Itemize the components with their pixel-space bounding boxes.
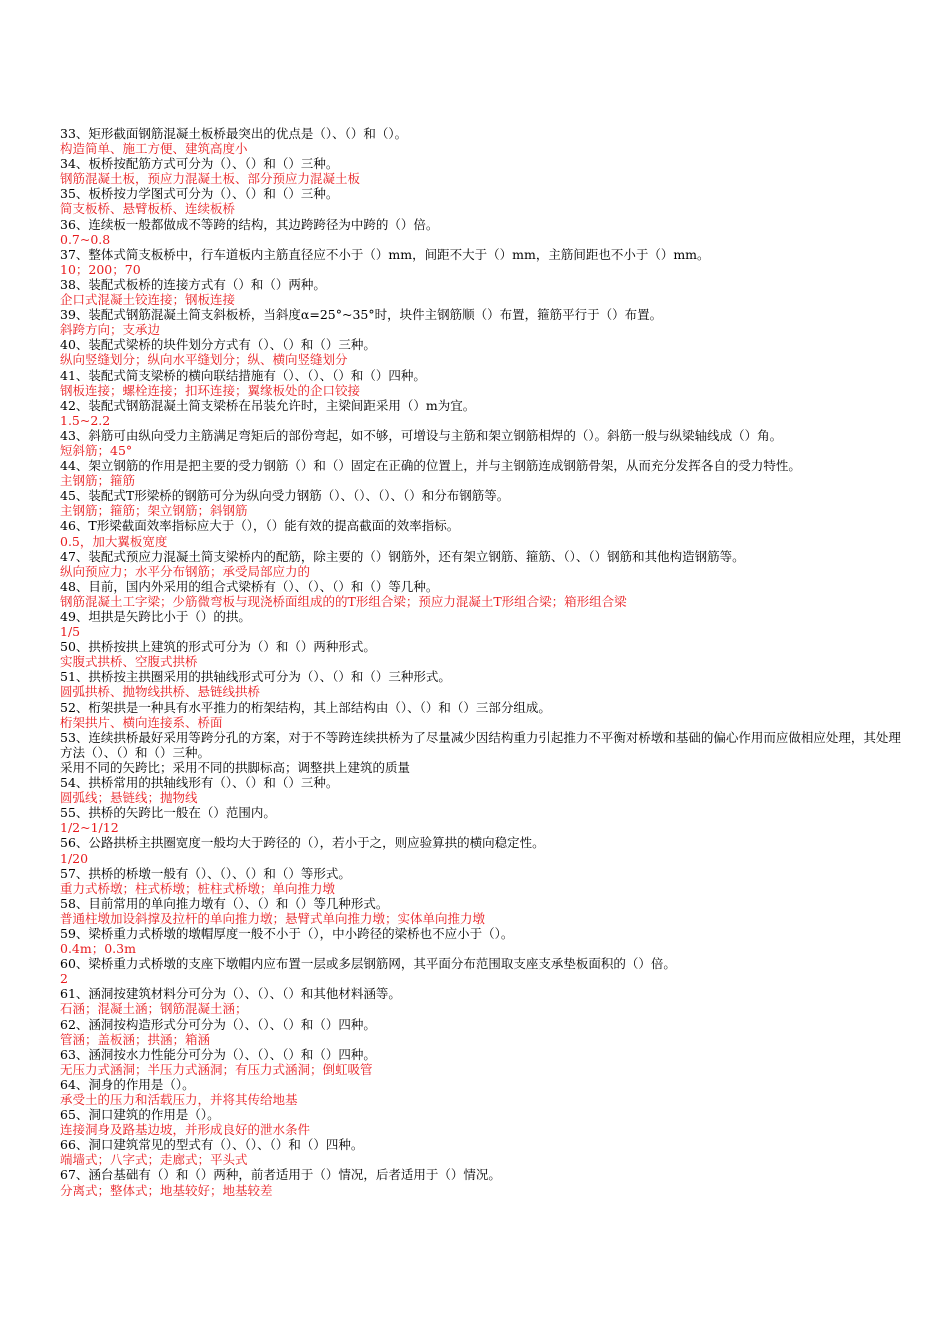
answer-text: 圆弧线；悬链线；抛物线 <box>60 790 198 806</box>
question-text: 38、装配式板桥的连接方式有（）和（）两种。 <box>60 276 326 292</box>
answer-text: 钢筋混凝土工字梁；少筋微弯板与现浇桥面组成的的T形组合梁；预应力混凝土T形组合梁；箱形组合梁 <box>60 593 627 609</box>
answer-text: 采用不同的矢跨比；采用不同的拱脚标高；调整拱上建筑的质量 <box>60 759 411 775</box>
question-text: 66、洞口建筑常见的型式有（）、（）、（）和（）四种。 <box>60 1137 364 1153</box>
answer-text: 无压力式涵洞；半压力式涵洞；有压力式涵洞；倒虹吸管 <box>60 1061 373 1077</box>
answer-text: 分离式；整体式；地基较好；地基较差 <box>60 1182 273 1198</box>
question-text: 52、桁架拱是一种具有水平推力的桁架结构，其上部结构由（）、（）和（）三部分组成。 <box>60 699 551 715</box>
answer-text: 主钢筋；箍筋 <box>60 473 136 489</box>
question-text: 43、斜筋可由纵向受力主筋满足弯矩后的部份弯起，如不够，可增设与主筋和架立钢筋相焊的（）。斜筋一般与纵梁轴线成（）角。 <box>60 427 783 443</box>
answer-text: 1/2~1/12 <box>60 820 119 836</box>
question-text: 50、拱桥按拱上建筑的形式可分为（）和（）两种形式。 <box>60 639 376 655</box>
question-text: 34、板桥按配筋方式可分为（）、（）和（）三种。 <box>60 156 339 172</box>
answer-text: 纵向竖缝划分；纵向水平缝划分；纵、横向竖缝划分 <box>60 352 348 368</box>
answer-text: 1.5~2.2 <box>60 412 111 428</box>
answer-text: 承受土的压力和活载压力，并将其传给地基 <box>60 1092 298 1107</box>
question-text: 51、拱桥按主拱圈采用的拱轴线形式可分为（）、（）和（）三种形式。 <box>60 669 451 685</box>
answer-text: 实腹式拱桥、空腹式拱桥 <box>60 654 198 670</box>
answer-text: 管涵；盖板涵；拱涵；箱涵 <box>60 1031 211 1047</box>
question-text: 36、连续板一般都做成不等跨的结构，其边跨跨径为中跨的（）倍。 <box>60 216 439 232</box>
document-page <box>60 126 910 1198</box>
answer-text: 石涵；混凝土涵；钢筋混凝土涵； <box>60 1001 248 1017</box>
answer-text: 构造简单、施工方便、建筑高度小 <box>60 141 248 157</box>
question-text: 59、梁桥重力式桥墩的墩帽厚度一般不小于（），中小跨径的梁桥也不应小于（）。 <box>60 925 514 941</box>
question-text: 56、公路拱桥主拱圈宽度一般均大于跨径的（），若小于之，则应验算拱的横向稳定性。 <box>60 835 545 851</box>
question-text: 67、涵台基础有（）和（）两种，前者适用于（）情况，后者适用于（）情况。 <box>60 1167 501 1183</box>
question-text: 35、板桥按力学图式可分为（）、（）和（）三种。 <box>60 186 339 202</box>
question-text: 64、洞身的作用是（）。 <box>60 1076 195 1092</box>
question-text: 57、拱桥的桥墩一般有（）、（）、（）和（）等形式。 <box>60 865 351 881</box>
answer-text: 简支板桥、悬臂板桥、连续板桥 <box>60 201 236 217</box>
answer-text: 企口式混凝土铰连接；钢板连接 <box>60 292 236 308</box>
question-text: 48、目前，国内外采用的组合式梁桥有（）、（）、（）和（）等几种。 <box>60 578 439 594</box>
question-text: 45、装配式T形梁桥的钢筋可分为纵向受力钢筋（）、（）、（）、（）和分布钢筋等。 <box>60 488 510 504</box>
question-text: 62、涵洞按构造形式分可分为（）、（）、（）和（）四种。 <box>60 1016 376 1032</box>
answer-text: 连接洞身及路基边坡，并形成良好的泄水条件 <box>60 1122 311 1138</box>
answer-text: 0.5，加大翼板宽度 <box>60 533 168 549</box>
answer-text: 纵向预应力；水平分布钢筋；承受局部应力的 <box>60 563 311 579</box>
answer-text: 普通柱墩加设斜撑及拉杆的单向推力墩；悬臂式单向推力墩；实体单向推力墩 <box>60 910 486 926</box>
question-text: 58、目前常用的单向推力墩有（）、（）和（）等几种形式。 <box>60 895 389 911</box>
question-text: 40、装配式梁桥的块件划分方式有（）、（）和（）三种。 <box>60 337 376 353</box>
question-text: 60、梁桥重力式桥墩的支座下墩帽内应布置一层或多层钢筋网，其平面分布范围取支座支承垫板面积的（）倍。 <box>60 956 676 972</box>
question-text: 41、装配式简支梁桥的横向联结措施有（）、（）、（）和（）四种。 <box>60 367 426 383</box>
answer-text: 1/20 <box>60 850 89 866</box>
question-text: 46、T形梁截面效率指标应大于（），（）能有效的提高截面的效率指标。 <box>60 518 460 534</box>
answer-text: 钢板连接；螺栓连接；扣环连接；翼缘板处的企口铰接 <box>60 382 361 398</box>
answer-text: 桁架拱片、横向连接系、桥面 <box>60 714 223 730</box>
question-text: 63、涵洞按水力性能分可分为（）、（）、（）和（）四种。 <box>60 1046 376 1062</box>
answer-text: 主钢筋；箍筋；架立钢筋；斜钢筋 <box>60 503 248 519</box>
question-text: 53、连续拱桥最好采用等跨分孔的方案，对于不等跨连续拱桥为了尽量减少因结构重力引起推力不平衡对桥墩和基础的偏心作用而应做相应处理，其处理方法（）、（）和（）三种。 <box>60 729 901 760</box>
answer-text: 0.7~0.8 <box>60 231 111 247</box>
question-text: 39、装配式钢筋混凝土简支斜板桥，当斜度α=25°~35°时，块件主钢筋顺（）布置，箍筋平行于（）布置。 <box>60 307 663 323</box>
question-text: 42、装配式钢筋混凝土简支梁桥在吊装允许时，主梁间距采用（）m为宜。 <box>60 397 476 413</box>
question-text: 44、架立钢筋的作用是把主要的受力钢筋（）和（）固定在正确的位置上，并与主钢筋连成钢筋骨架，从而充分发挥各自的受力特性。 <box>60 458 801 474</box>
question-text: 37、整体式简支板桥中，行车道板内主筋直径应不小于（）mm，间距不大于（）mm，主筋间距也不小于（）mm。 <box>60 246 710 262</box>
question-text: 55、拱桥的矢跨比一般在（）范围内。 <box>60 805 276 821</box>
question-text: 61、涵洞按建筑材料分可分为（）、（）、（）和其他材料涵等。 <box>60 986 401 1002</box>
answer-text: 斜跨方向；支承边 <box>60 322 161 338</box>
answer-text: 短斜筋；45° <box>60 442 133 458</box>
question-text: 49、坦拱是矢跨比小于（）的拱。 <box>60 609 251 624</box>
answer-text: 10；200；70 <box>60 261 141 277</box>
answer-text: 重力式桥墩；柱式桥墩；桩柱式桥墩；单向推力墩 <box>60 880 336 896</box>
answer-text: 1/5 <box>60 624 81 640</box>
answer-text: 0.4m；0.3m <box>60 941 136 957</box>
question-text: 47、装配式预应力混凝土简支梁桥内的配筋，除主要的（）钢筋外，还有架立钢筋、箍筋、（）、（）钢筋和其他构造钢筋等。 <box>60 548 745 564</box>
question-text: 33、矩形截面钢筋混凝土板桥最突出的优点是（）、（）和（）。 <box>60 126 408 141</box>
question-text: 54、拱桥常用的拱轴线形有（）、（）和（）三种。 <box>60 775 339 791</box>
answer-text: 端墙式；八字式；走廊式；平头式 <box>60 1152 248 1168</box>
answer-text: 圆弧拱桥、抛物线拱桥、悬链线拱桥 <box>60 684 261 700</box>
answer-text: 2 <box>60 971 68 987</box>
question-text: 65、洞口建筑的作用是（）。 <box>60 1107 220 1123</box>
answer-text: 钢筋混凝土板，预应力混凝土板、部分预应力混凝土板 <box>60 171 361 187</box>
